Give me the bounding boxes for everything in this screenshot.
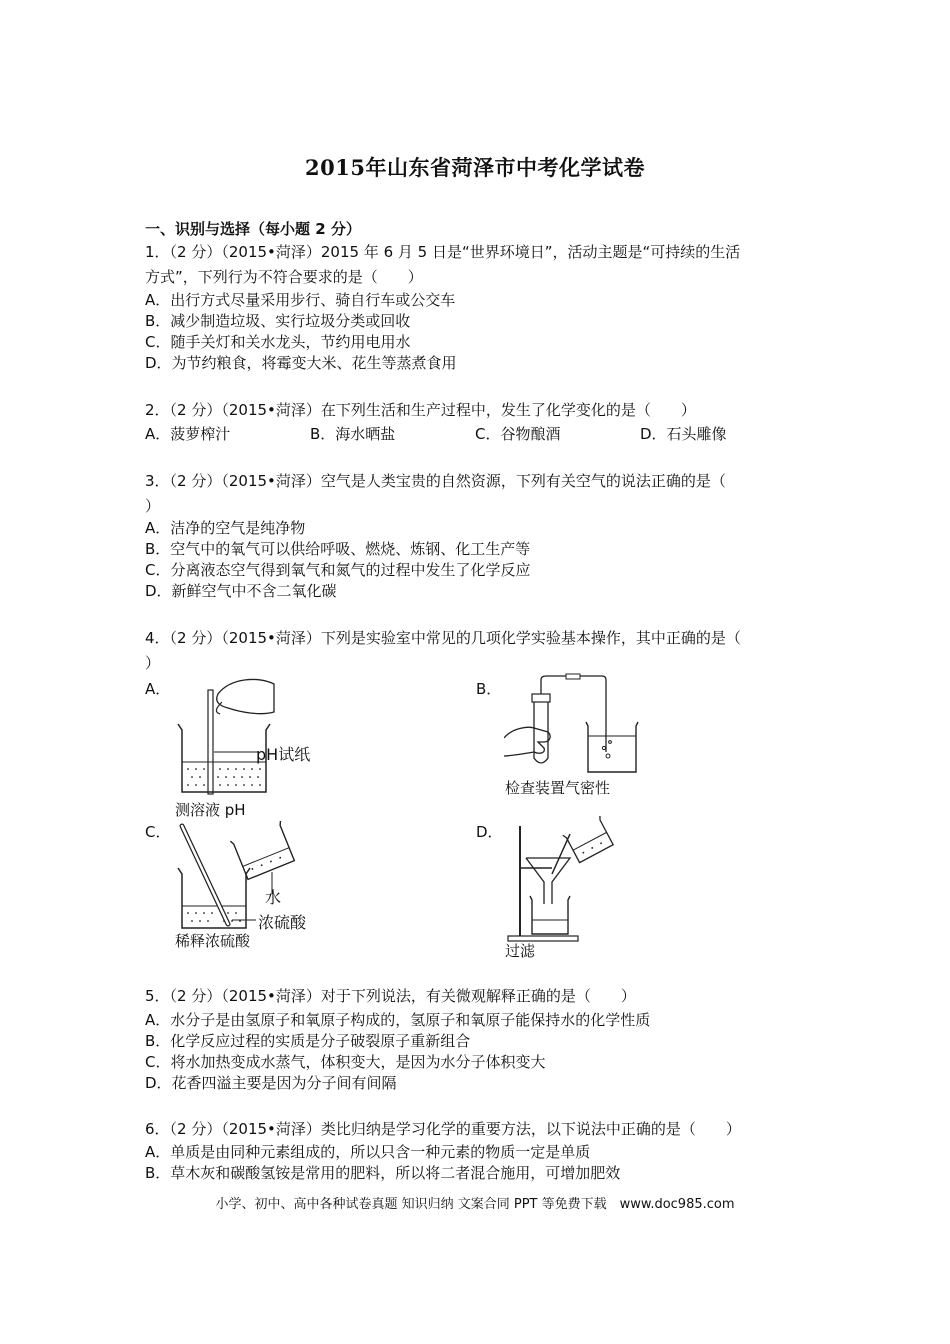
q4-option-c-label: C． <box>145 823 171 841</box>
q4-b-caption: 检查装置气密性 <box>505 779 611 797</box>
q2-stem: 2．（2 分）（2015•菏泽）在下列生活和生产过程中，发生了化学变化的是（ ） <box>145 401 696 419</box>
airtightness-illustration <box>504 672 644 776</box>
q2-option-c: C．谷物酿酒 <box>475 425 561 443</box>
q4-option-a-label: A． <box>145 680 171 698</box>
q5-stem: 5．（2 分）（2015•菏泽）对于下列说法，有关微观解释正确的是（ ） <box>145 987 636 1005</box>
ph-test-illustration <box>170 672 320 802</box>
q1-option-c: C．随手关灯和关水龙头，节约用电用水 <box>145 333 411 351</box>
q3-stem-line1: 3．（2 分）（2015•菏泽）空气是人类宝贵的自然资源，下列有关空气的说法正确的是（ <box>145 472 726 490</box>
q1-option-a: A．出行方式尽量采用步行、骑自行车或公交车 <box>145 291 456 309</box>
q3-option-b: B．空气中的氧气可以供给呼吸、燃烧、炼钢、化工生产等 <box>145 540 531 558</box>
q2-option-b: B．海水晒盐 <box>310 425 396 443</box>
q1-stem-line1: 1．（2 分）（2015•菏泽）2015 年 6 月 5 日是“世界环境日”，活动主题是“可持续的生活 <box>145 243 741 261</box>
q4-c-caption: 稀释浓硫酸 <box>175 932 251 950</box>
q5-option-b: B．化学反应过程的实质是分子破裂原子重新组合 <box>145 1032 471 1050</box>
q3-option-d: D．新鲜空气中不含二氧化碳 <box>145 582 337 600</box>
page-title: 2015年山东省菏泽市中考化学试卷 <box>305 155 645 180</box>
liquid-dots <box>187 768 261 786</box>
q2-option-d: D．石头雕像 <box>640 425 727 443</box>
q3-option-c: C．分离液态空气得到氧气和氮气的过程中发生了化学反应 <box>145 561 531 579</box>
q4-a-caption: 测溶液 pH <box>175 801 246 819</box>
q2-option-a: A．菠萝榨汁 <box>145 425 231 443</box>
ph-paper-tag: pH试纸 <box>256 745 311 764</box>
q4-option-d-label: D． <box>476 823 503 841</box>
q1-option-d: D．为节约粮食，将霉变大米、花生等蒸煮食用 <box>145 354 457 372</box>
q4-option-b-label: B． <box>476 680 502 698</box>
q3-stem-line2: ） <box>145 497 161 515</box>
q5-option-d: D．花香四溢主要是因为分子间有间隔 <box>145 1074 397 1092</box>
q6-option-b: B．草木灰和碳酸氢铵是常用的肥料，所以将二者混合施用，可增加肥效 <box>145 1164 621 1182</box>
water-tag: 水 <box>265 888 282 907</box>
q4-d-caption: 过滤 <box>505 942 536 960</box>
section-heading: 一、识别与选择（每小题 2 分） <box>145 220 361 238</box>
q6-option-a: A．单质是由同种元素组成的，所以只含一种元素的物质一定是单质 <box>145 1143 591 1161</box>
q3-option-a: A．洁净的空气是纯净物 <box>145 519 306 537</box>
q1-option-b: B．减少制造垃圾、实行垃圾分类或回收 <box>145 312 411 330</box>
q4-stem-line1: 4．（2 分）（2015•菏泽）下列是实验室中常见的几项化学实验基本操作，其中正确的是（ <box>145 629 741 647</box>
q5-option-c: C．将水加热变成水蒸气，体积变大，是因为水分子体积变大 <box>145 1053 546 1071</box>
q6-stem: 6．（2 分）（2015•菏泽）类比归纳是学习化学的重要方法，以下说法中正确的是（ ） <box>145 1120 741 1138</box>
acid-tag: 浓硫酸 <box>258 913 307 932</box>
q1-stem-line2: 方式”，下列行为不符合要求的是（ ） <box>145 268 423 286</box>
q5-option-a: A．水分子是由氢原子和氧原子构成的，氢原子和氧原子能保持水的化学性质 <box>145 1011 651 1029</box>
q4-stem-line2: ） <box>145 654 161 672</box>
page-footer: 小学、初中、高中各种试卷真题 知识归纳 文案合同 PPT 等免费下载 www.doc985.com <box>215 1197 735 1212</box>
filtration-illustration <box>500 816 620 942</box>
